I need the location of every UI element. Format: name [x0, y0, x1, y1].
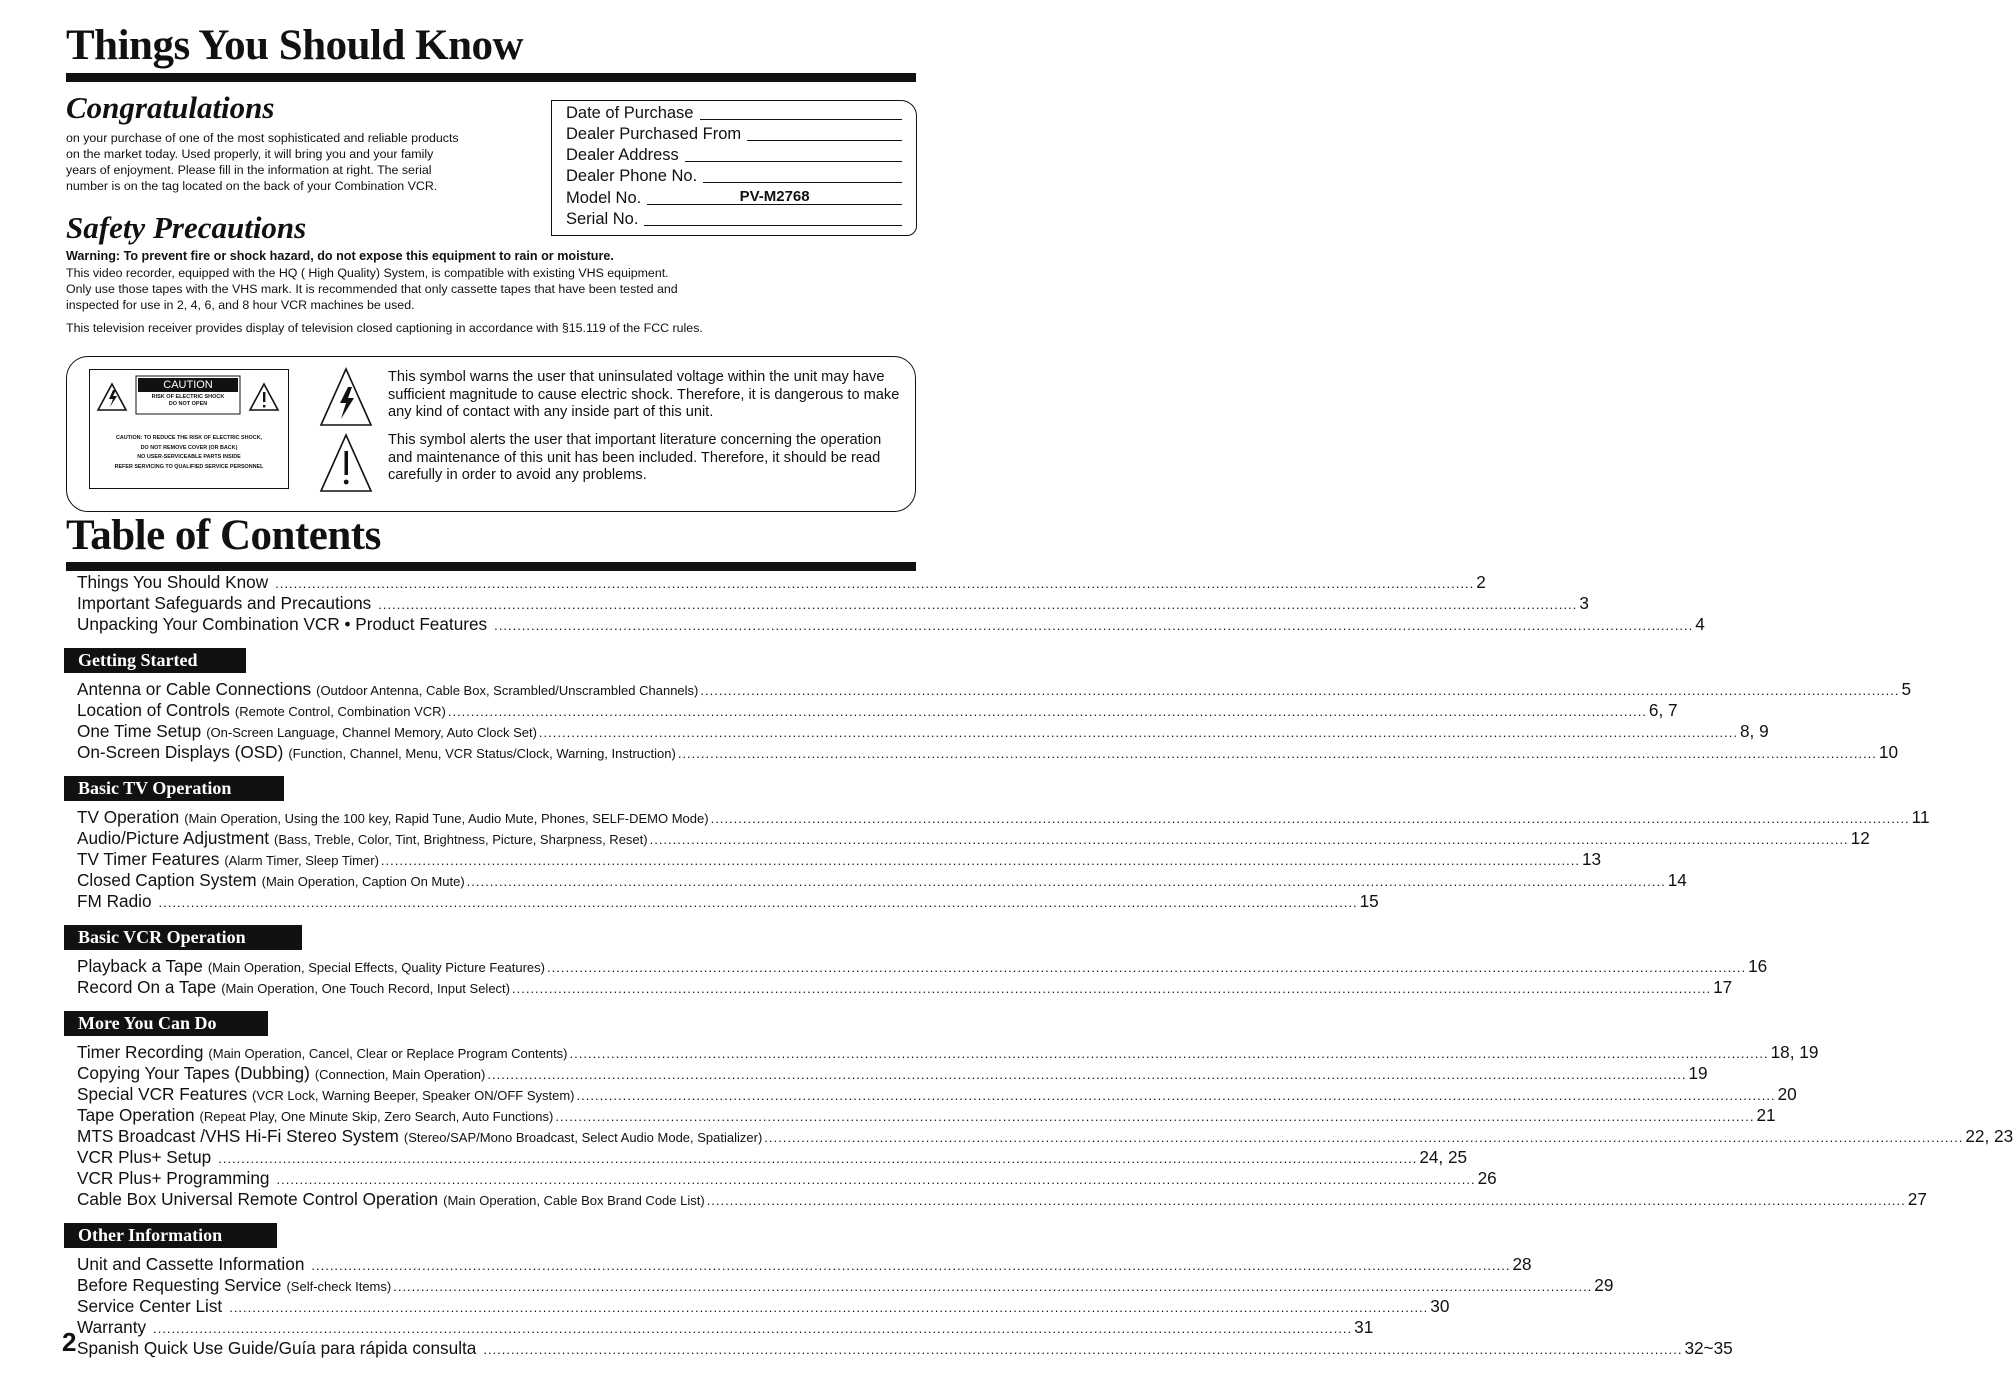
toc-entry[interactable]	[77, 1296, 1450, 1317]
toc-entry-subtopics: (Main Operation, Special Effects, Quality Picture Features)	[207, 960, 545, 975]
toc-entry-title: On-Screen Displays (OSD)	[77, 742, 284, 762]
toc-section-header: Basic TV Operation	[64, 776, 284, 801]
toc-entry-subtopics: (Connection, Main Operation)	[314, 1067, 486, 1082]
dot-leader: ....................................................................................................................................................................................................................................................................	[153, 1321, 1353, 1336]
caution-subtitle: RISK OF ELECTRIC SHOCK	[151, 394, 225, 400]
purchase-field	[566, 188, 902, 209]
purchase-field	[566, 209, 902, 230]
field-label: Model No.	[566, 189, 642, 207]
toc-entry-title: One Time Setup	[77, 721, 202, 741]
safety-heading: Safety Precautions	[66, 210, 307, 245]
field-value	[644, 209, 902, 226]
dot-leader: ....................................................................................................................................................................................................................................................................	[311, 1258, 1511, 1273]
dot-leader: ....................................................................................................................................................................................................................................................................	[555, 1109, 1755, 1124]
toc-entry[interactable]	[77, 742, 1899, 763]
toc-entry-title: MTS Broadcast /VHS Hi-Fi Stereo System	[77, 1126, 399, 1146]
field-label: Date of Purchase	[566, 104, 694, 122]
caution-label	[89, 369, 289, 489]
toc-entry-page: 12	[1850, 828, 1870, 848]
field-value	[700, 103, 903, 120]
toc-entry-page: 22, 23	[1965, 1126, 2013, 1146]
toc-entry-page: 28	[1512, 1254, 1532, 1274]
toc-entry-page: 32~35	[1684, 1338, 1733, 1358]
field-value	[703, 166, 902, 183]
dot-leader: ....................................................................................................................................................................................................................................................................	[764, 1130, 1964, 1145]
field-value	[685, 145, 902, 162]
toc-entry[interactable]	[77, 870, 1687, 891]
dot-leader: ....................................................................................................................................................................................................................................................................	[378, 597, 1578, 612]
toc-entry-page: 6, 7	[1648, 700, 1678, 720]
toc-entry[interactable]	[77, 614, 1705, 635]
toc-entry-page: 15	[1359, 891, 1379, 911]
toc-entry[interactable]	[77, 1042, 1819, 1063]
toc-entry-page: 5	[1901, 679, 1912, 699]
voltage-symbol-text: This symbol warns the user that uninsulated voltage within the unit may have sufficient magnitude to cause electric shock. Therefore, it is dangerous to make any kind of contact with any inside part of this unit.	[388, 369, 900, 420]
toc-entry-page: 16	[1748, 956, 1768, 976]
toc-entry-page: 31	[1354, 1317, 1374, 1337]
toc-entry-title: Special VCR Features	[77, 1084, 248, 1104]
toc-entry[interactable]	[77, 1168, 1497, 1189]
toc-entry[interactable]	[77, 891, 1379, 912]
caution-title: CAUTION	[163, 379, 213, 391]
toc-entry-subtopics: (Main Operation, Cancel, Clear or Replace Program Contents)	[208, 1046, 568, 1061]
fcc-text: This television receiver provides display of television closed captioning in accordance with §15.119 of the FCC rules.	[66, 321, 703, 335]
purchase-field	[566, 166, 902, 187]
safety-text: This video recorder, equipped with the HQ ( High Quality) System, is compatible with existing VHS equipment. Only use those tapes with the VHS mark. It is recommended that only cassette tapes that have been tested and inspected for use in 2, 4, 6, and 8 hour VCR machines be used.	[66, 266, 678, 312]
toc-entry[interactable]	[77, 1063, 1708, 1084]
field-label: Dealer Purchased From	[566, 125, 742, 143]
dot-leader: ....................................................................................................................................................................................................................................................................	[538, 725, 1738, 740]
toc-section-header: Other Information	[64, 1223, 277, 1248]
purchase-field	[566, 124, 902, 145]
toc-entry-title: Things You Should Know	[77, 572, 269, 592]
toc-entry-title: Closed Caption System	[77, 870, 257, 890]
toc-entry-subtopics: (Function, Channel, Menu, VCR Status/Clock, Warning, Instruction)	[288, 746, 676, 761]
toc-entry[interactable]	[77, 1338, 1733, 1359]
purchase-info-box	[551, 100, 917, 236]
toc-entry-subtopics: (VCR Lock, Warning Beeper, Speaker ON/OFF System)	[252, 1088, 575, 1103]
toc-entry[interactable]	[77, 572, 1486, 593]
toc-entry-subtopics: (Repeat Play, One Minute Skip, Zero Search, Auto Functions)	[199, 1109, 554, 1124]
toc-entry[interactable]	[77, 700, 1678, 721]
toc-entry[interactable]	[77, 1105, 1776, 1126]
dot-leader: ....................................................................................................................................................................................................................................................................	[569, 1046, 1769, 1061]
toc-entry-subtopics: (Main Operation, Caption On Mute)	[261, 874, 465, 889]
toc-rule	[66, 562, 916, 571]
title-rule	[66, 73, 916, 82]
dot-leader: ....................................................................................................................................................................................................................................................................	[700, 683, 1900, 698]
toc-entry-title: Record On a Tape	[77, 977, 217, 997]
dot-leader: ....................................................................................................................................................................................................................................................................	[218, 1151, 1418, 1166]
toc-entry-subtopics: (Alarm Timer, Sleep Timer)	[224, 853, 379, 868]
toc-entry-subtopics: (On-Screen Language, Channel Memory, Auto Clock Set)	[206, 725, 537, 740]
toc-entry-title: Important Safeguards and Precautions	[77, 593, 372, 613]
toc-entry-page: 11	[1911, 807, 1930, 827]
toc-entry-title: TV Operation	[77, 807, 180, 827]
caution-subtitle: DO NOT OPEN	[168, 401, 208, 407]
field-label: Dealer Address	[566, 146, 679, 164]
dot-leader: ....................................................................................................................................................................................................................................................................	[677, 746, 1877, 761]
toc-entry-subtopics: (Stereo/SAP/Mono Broadcast, Select Audio Mode, Spatializer)	[403, 1130, 763, 1145]
toc-entry-page: 17	[1713, 977, 1733, 997]
field-label: Dealer Phone No.	[566, 167, 698, 185]
toc-entry[interactable]	[77, 1275, 1614, 1296]
toc-section-header: Basic VCR Operation	[64, 925, 302, 950]
toc-entry[interactable]	[77, 1189, 1927, 1210]
toc-entry-page: 21	[1756, 1105, 1776, 1125]
dot-leader: ....................................................................................................................................................................................................................................................................	[447, 704, 1647, 719]
safety-symbols-box	[66, 356, 916, 512]
dot-leader: ....................................................................................................................................................................................................................................................................	[547, 960, 1747, 975]
toc-entry-subtopics: (Main Operation, Cable Box Brand Code List)	[443, 1193, 705, 1208]
toc-entry-title: Spanish Quick Use Guide/Guía para rápida consulta	[77, 1338, 477, 1358]
dot-leader: ....................................................................................................................................................................................................................................................................	[487, 1067, 1687, 1082]
toc-entry-page: 3	[1579, 593, 1589, 613]
toc-entry[interactable]	[77, 1126, 2013, 1147]
dot-leader: ....................................................................................................................................................................................................................................................................	[276, 1172, 1476, 1187]
field-label: Serial No.	[566, 210, 639, 228]
literature-symbol-text: This symbol alerts the user that important literature concerning the operation and maintenance of this unit has been included. Therefore, it should be read carefully in order to avoid any problems.	[388, 432, 882, 483]
toc-entry-subtopics: (Remote Control, Combination VCR)	[234, 704, 446, 719]
toc-entry-title: FM Radio	[77, 891, 152, 911]
toc-entry-page: 20	[1777, 1084, 1797, 1104]
congratulations-text: on your purchase of one of the most sophisticated and reliable products on the market today. Used properly, it will bring you and your family years of enjoyment. Please fill in the information at right. The serial number is on the tag located on the back of your Combination VCR.	[66, 131, 459, 193]
toc-entry-subtopics: (Bass, Treble, Color, Tint, Brightness, Picture, Sharpness, Reset)	[274, 832, 648, 847]
toc-entry-subtopics: (Outdoor Antenna, Cable Box, Scrambled/Unscrambled Channels)	[316, 683, 699, 698]
toc-entry-page: 14	[1667, 870, 1687, 890]
toc-entry-page: 24, 25	[1419, 1147, 1468, 1167]
dot-leader: ....................................................................................................................................................................................................................................................................	[512, 981, 1712, 996]
toc-section-header: Getting Started	[64, 648, 246, 673]
toc-section-header: More You Can Do	[64, 1011, 268, 1036]
dot-leader: ....................................................................................................................................................................................................................................................................	[649, 832, 1849, 847]
toc-entry-title: VCR Plus+ Setup	[77, 1147, 212, 1167]
toc-entry-title: Antenna or Cable Connections	[77, 679, 312, 699]
toc-entry[interactable]	[77, 1317, 1374, 1338]
toc-entry-title: Before Requesting Service	[77, 1275, 282, 1295]
toc-entry-title: Audio/Picture Adjustment	[77, 828, 270, 848]
safety-warning: Warning: To prevent fire or shock hazard, do not expose this equipment to rain or moisture.	[66, 249, 614, 263]
dot-leader: ....................................................................................................................................................................................................................................................................	[380, 853, 1580, 868]
dot-leader: ....................................................................................................................................................................................................................................................................	[466, 874, 1666, 889]
toc-entry-page: 26	[1477, 1168, 1497, 1188]
toc-entry-title: Service Center List	[77, 1296, 223, 1316]
toc-entry-page: 29	[1594, 1275, 1614, 1295]
dot-leader: ....................................................................................................................................................................................................................................................................	[393, 1279, 1593, 1294]
toc-entry-title: Copying Your Tapes (Dubbing)	[77, 1063, 310, 1083]
dot-leader: ....................................................................................................................................................................................................................................................................	[483, 1342, 1683, 1357]
warning-symbols	[317, 365, 377, 495]
toc-entry[interactable]	[77, 828, 1870, 849]
toc-entry-title: TV Timer Features	[77, 849, 220, 869]
dot-leader: ....................................................................................................................................................................................................................................................................	[275, 576, 1475, 591]
toc-entry-subtopics: (Self-check Items)	[286, 1279, 392, 1294]
toc-entry-page: 19	[1688, 1063, 1708, 1083]
toc-entry-title: VCR Plus+ Programming	[77, 1168, 270, 1188]
toc-entry-title: Timer Recording	[77, 1042, 204, 1062]
toc-entry-page: 30	[1430, 1296, 1450, 1316]
toc-entry[interactable]	[77, 1084, 1797, 1105]
toc-entry-page: 27	[1907, 1189, 1927, 1209]
dot-leader: ....................................................................................................................................................................................................................................................................	[576, 1088, 1776, 1103]
toc-entry-title: Unpacking Your Combination VCR • Product Features	[77, 614, 488, 634]
toc-entry-subtopics: (Main Operation, Using the 100 key, Rapid Tune, Audio Mute, Phones, SELF-DEMO Mode)	[184, 811, 709, 826]
toc-entry-title: Playback a Tape	[77, 956, 203, 976]
toc-entry-page: 13	[1581, 849, 1602, 869]
toc-entry-title: Location of Controls	[77, 700, 230, 720]
purchase-field	[566, 145, 902, 166]
toc-entry[interactable]	[77, 807, 1930, 828]
toc-entry[interactable]	[77, 1254, 1532, 1275]
toc-entry[interactable]	[77, 679, 1912, 700]
field-value	[747, 124, 902, 141]
caution-text: CAUTION: TO REDUCE THE RISK OF ELECTRIC SHOCK, DO NOT REMOVE COVER (OR BACK) NO USER-SERVICEABLE PARTS INSIDE REFER SERVICING TO QUALIFIED SERVICE PERSONNEL	[114, 435, 264, 470]
purchase-field	[566, 103, 902, 124]
toc-entry-page: 8, 9	[1740, 721, 1769, 741]
toc-entry[interactable]	[77, 977, 1733, 998]
toc-entry-page: 18, 19	[1770, 1042, 1819, 1062]
toc-entry[interactable]	[77, 593, 1589, 614]
toc-entry[interactable]	[77, 849, 1602, 870]
dot-leader: ....................................................................................................................................................................................................................................................................	[706, 1193, 1906, 1208]
toc-entry[interactable]	[77, 721, 1769, 742]
toc-entry[interactable]	[77, 956, 1768, 977]
toc-entry[interactable]	[77, 1147, 1468, 1168]
page-number: 2	[62, 1327, 77, 1357]
toc-entry-subtopics: (Main Operation, One Touch Record, Input Select)	[221, 981, 510, 996]
dot-leader: ....................................................................................................................................................................................................................................................................	[229, 1300, 1429, 1315]
toc-title: Table of Contents	[66, 512, 381, 559]
toc-entry-title: Warranty	[77, 1317, 147, 1337]
toc-entry-page: 4	[1695, 614, 1705, 634]
model-number-value: PV-M2768	[647, 188, 902, 205]
page-title: Things You Should Know	[66, 22, 524, 69]
toc-entry-title: Unit and Cassette Information	[77, 1254, 305, 1274]
toc-entry-title: Cable Box Universal Remote Control Operation	[77, 1189, 439, 1209]
congratulations-heading: Congratulations	[66, 90, 275, 125]
dot-leader: ....................................................................................................................................................................................................................................................................	[710, 811, 1910, 826]
toc-entry-page: 10	[1878, 742, 1899, 762]
dot-leader: ....................................................................................................................................................................................................................................................................	[158, 895, 1358, 910]
toc-entry-title: Tape Operation	[77, 1105, 195, 1125]
toc-entry-page: 2	[1476, 572, 1486, 592]
dot-leader: ....................................................................................................................................................................................................................................................................	[494, 618, 1694, 633]
